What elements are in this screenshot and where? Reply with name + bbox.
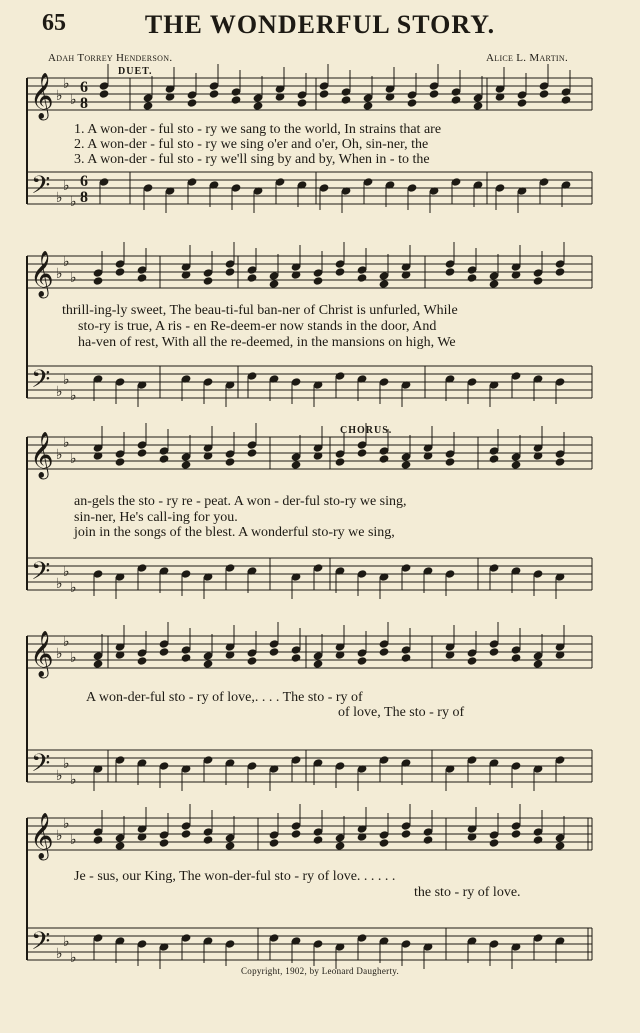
svg-text:♭: ♭ bbox=[63, 178, 70, 194]
system-4-bass-lyric: of love, The sto - ry of bbox=[338, 705, 465, 720]
svg-text:♭: ♭ bbox=[63, 634, 70, 650]
svg-text:♭: ♭ bbox=[63, 934, 70, 950]
svg-text:6: 6 bbox=[80, 79, 88, 96]
svg-text:♭: ♭ bbox=[70, 92, 77, 108]
svg-text:𝄢: 𝄢 bbox=[31, 927, 51, 962]
svg-text:♭: ♭ bbox=[70, 270, 77, 286]
svg-text:♭: ♭ bbox=[56, 447, 63, 463]
svg-text:♭: ♭ bbox=[56, 190, 63, 206]
svg-text:𝄢: 𝄢 bbox=[31, 365, 51, 400]
svg-text:♭: ♭ bbox=[56, 576, 63, 592]
system-1-verse-3-lyric: 3. A won-der - ful sto - ry we'll sing by and by, When in - to the bbox=[74, 152, 430, 167]
composer-credit: Alice L. Martin. bbox=[486, 52, 568, 64]
system-1-verse-2-lyric: 2. A won-der - ful sto - ry we sing o'er and o'er, Oh, sin-ner, the bbox=[74, 137, 429, 152]
svg-text:♭: ♭ bbox=[56, 646, 63, 662]
svg-text:8: 8 bbox=[80, 95, 88, 112]
svg-text:6: 6 bbox=[80, 173, 88, 190]
svg-text:♭: ♭ bbox=[70, 650, 77, 666]
svg-text:♭: ♭ bbox=[70, 832, 77, 848]
svg-text:𝄢: 𝄢 bbox=[31, 171, 51, 206]
svg-text:♭: ♭ bbox=[63, 816, 70, 832]
svg-text:♭: ♭ bbox=[56, 946, 63, 962]
system-3-verse-3-lyric: join in the songs of the blest. A wonderful sto-ry we sing, bbox=[74, 525, 395, 540]
svg-text:♭: ♭ bbox=[63, 435, 70, 451]
svg-text:♭: ♭ bbox=[56, 828, 63, 844]
system-5-bass-lyric: the sto - ry of love. bbox=[414, 885, 521, 900]
system-3-verse-1-lyric: an-gels the sto - ry re - peat. A won - der-ful sto-ry we sing, bbox=[74, 494, 407, 509]
svg-text:♭: ♭ bbox=[63, 756, 70, 772]
svg-text:♭: ♭ bbox=[70, 451, 77, 467]
lyricist-credit: Adah Torrey Henderson. bbox=[48, 52, 173, 64]
system-1-verse-1-lyric: 1. A won-der - ful sto - ry we sang to the world, In strains that are bbox=[74, 122, 442, 137]
svg-text:𝄞: 𝄞 bbox=[30, 631, 54, 677]
svg-text:♭: ♭ bbox=[63, 564, 70, 580]
svg-text:♭: ♭ bbox=[56, 88, 63, 104]
svg-text:𝄢: 𝄢 bbox=[31, 557, 51, 592]
svg-text:𝄢: 𝄢 bbox=[31, 749, 51, 784]
system-2-verse-3-lyric: ha-ven of rest, With all the re-deemed, in the mansions on high, We bbox=[78, 335, 456, 350]
svg-text:♭: ♭ bbox=[56, 768, 63, 784]
svg-text:𝄞: 𝄞 bbox=[30, 251, 54, 297]
svg-text:♭: ♭ bbox=[70, 388, 77, 404]
system-4-soprano-lyric: A won-der-ful sto - ry of love,. . . . The sto - ry of bbox=[86, 690, 363, 705]
svg-text:♭: ♭ bbox=[63, 76, 70, 92]
duet-label: DUET. bbox=[118, 66, 153, 77]
svg-text:♭: ♭ bbox=[70, 194, 77, 210]
system-2-verse-1-lyric: thrill-ing-ly sweet, The beau-ti-ful ban-ner of Christ is unfurled, While bbox=[62, 303, 458, 318]
svg-text:♭: ♭ bbox=[56, 384, 63, 400]
svg-text:♭: ♭ bbox=[70, 580, 77, 596]
svg-text:♭: ♭ bbox=[70, 772, 77, 788]
svg-text:𝄞: 𝄞 bbox=[30, 432, 54, 478]
svg-text:♭: ♭ bbox=[63, 254, 70, 270]
page-number: 65 bbox=[42, 10, 66, 36]
system-5-soprano-lyric: Je - sus, our King, The won-der-ful sto - ry of love. . . . . . bbox=[74, 869, 396, 884]
chorus-label: CHORUS. bbox=[340, 425, 393, 436]
svg-text:♭: ♭ bbox=[56, 266, 63, 282]
svg-text:8: 8 bbox=[80, 189, 88, 206]
svg-text:♭: ♭ bbox=[63, 372, 70, 388]
system-3-verse-2-lyric: sin-ner, He's call-ing for you. bbox=[74, 510, 238, 525]
svg-text:𝄞: 𝄞 bbox=[30, 73, 54, 119]
copyright-notice: Copyright, 1902, by Leonard Daugherty. bbox=[240, 966, 400, 976]
svg-text:𝄞: 𝄞 bbox=[30, 813, 54, 859]
hymn-title: THE WONDERFUL STORY. bbox=[144, 10, 496, 39]
system-2-verse-2-lyric: sto-ry is true, A ris - en Re-deem-er now stands in the door, And bbox=[78, 319, 437, 334]
svg-text:♭: ♭ bbox=[70, 950, 77, 966]
